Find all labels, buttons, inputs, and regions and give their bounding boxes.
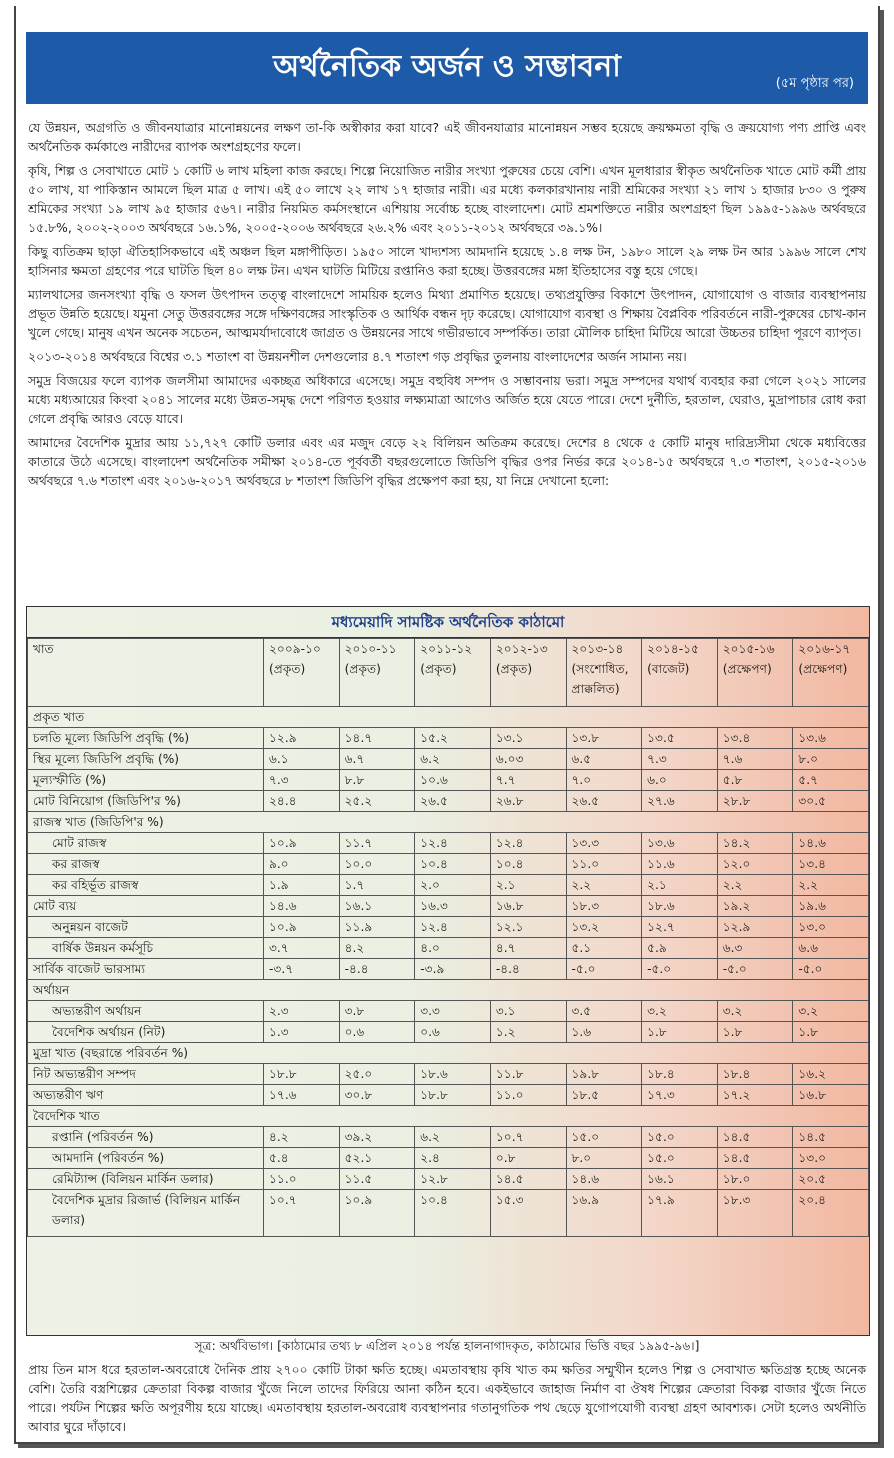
table-cell: ১৫.০	[642, 1127, 718, 1148]
row-label: রপ্তানি (পরিবর্তন %)	[28, 1127, 264, 1148]
table-cell: ১৩.৬	[642, 833, 718, 854]
table-cell: ৪.০	[415, 938, 491, 959]
table-cell: ২.০	[415, 875, 491, 896]
table-cell: ১৪.৫	[793, 1127, 869, 1148]
table-cell: -৪.৪	[339, 959, 415, 980]
table-cell: ১৪.৭	[339, 728, 415, 749]
table-cell: ৩.৩	[415, 1001, 491, 1022]
table-cell: ২.২	[717, 875, 793, 896]
table-cell: ২.২	[566, 875, 642, 896]
column-header-sector: খাত	[28, 639, 264, 707]
table-cell: ১৩.৪	[793, 854, 869, 875]
column-header-year: ২০১২-১৩ (প্রকৃত)	[490, 639, 566, 707]
table-row	[28, 854, 869, 875]
table-row	[28, 728, 869, 749]
row-label: আমদানি (পরিবর্তন %)	[28, 1148, 264, 1169]
table-cell: ১.৮	[717, 1022, 793, 1043]
table-section-row	[28, 980, 869, 1001]
paragraph: কিছু ব্যতিক্রম ছাড়া ঐতিহাসিকভাবে এই অঞ্চল ছিল মঙ্গাপীড়িত। ১৯৫০ সালে খাদ্যশস্য আমদানি হয়েছে ১.৪ লক্ষ টন, ১৯৮০ সালে ২৯ লক্ষ টন আর ১৯৯৬ সালে শেখ হাসিনার ক্ষমতা গ্রহণের পরে ঘাটতি ছিল ৪০ লক্ষ টন। এখন ঘাটতি মিটিয়ে রপ্তানিও করা হচ্ছে। উত্তরবঙ্গের মঙ্গা ইতিহাসের বস্তু হয়ে গেছে।	[28, 244, 866, 278]
table-cell: ২.১	[642, 875, 718, 896]
table-cell: ৭.৬	[717, 749, 793, 770]
table-cell: ৫.৭	[793, 770, 869, 791]
table-row	[28, 959, 869, 980]
table-cell: ১৭.৩	[642, 1085, 718, 1106]
article-body	[28, 118, 866, 495]
table-cell: ৬.০	[642, 770, 718, 791]
table-cell: ২.৪	[415, 1148, 491, 1169]
table-cell: ১৪.২	[717, 833, 793, 854]
table-section-row	[28, 707, 869, 728]
table-cell: ১১.৮	[490, 1064, 566, 1085]
closing-section	[28, 1360, 866, 1441]
table-section-row	[28, 1106, 869, 1127]
table-cell: ১১.০	[566, 854, 642, 875]
table-cell: ২.২	[793, 875, 869, 896]
table-cell: ১৪.৫	[717, 1148, 793, 1169]
table-row	[28, 896, 869, 917]
table-cell: ১৪.৬	[566, 1169, 642, 1190]
table-cell: ১৬.৮	[793, 1085, 869, 1106]
row-label: অভ্যন্তরীণ ঋণ	[28, 1085, 264, 1106]
table-cell: ৯.০	[264, 854, 340, 875]
table-cell: ১৭.৯	[642, 1190, 718, 1237]
table-cell: ১২.৯	[717, 917, 793, 938]
table-cell: ১৩.১	[490, 728, 566, 749]
row-label: মোট ব্যয়	[28, 896, 264, 917]
table-row	[28, 1190, 869, 1237]
table-row	[28, 1001, 869, 1022]
table-cell: ১৩.৩	[566, 833, 642, 854]
table-cell: ১১.০	[264, 1169, 340, 1190]
table-cell: ১.৮	[793, 1022, 869, 1043]
row-label: স্থির মূল্যে জিডিপি প্রবৃদ্ধি (%)	[28, 749, 264, 770]
table-cell: ৮.৮	[339, 770, 415, 791]
table-cell: ১৬.৩	[415, 896, 491, 917]
table-cell: ৭.৩	[642, 749, 718, 770]
table-cell: ১.৯	[264, 875, 340, 896]
table-cell: ১৪.৫	[490, 1169, 566, 1190]
table-cell: ৬.১	[264, 749, 340, 770]
row-label: বৈদেশিক খাত	[28, 1106, 869, 1127]
row-label: অনুন্নয়ন বাজেট	[28, 917, 264, 938]
table-cell: ১৪.৬	[793, 833, 869, 854]
table-row	[28, 749, 869, 770]
table-cell: ৮.০	[793, 749, 869, 770]
table-cell: ৫.৪	[264, 1148, 340, 1169]
table-cell: ১২.৪	[490, 833, 566, 854]
table-cell: ৫২.১	[339, 1148, 415, 1169]
paragraph: যে উন্নয়ন, অগ্রগতি ও জীবনযাত্রার মানোন্নয়নের লক্ষণ তা-কি অস্বীকার করা যাবে? এই জীবনযাত্রার মানোন্নয়ন সম্ভব হয়েছে ক্রয়ক্ষমতা বৃদ্ধি ও ক্রয়যোগ্য পণ্য প্রাপ্তি এবং অর্থনৈতিক কর্মকাণ্ডে নারীদের ব্যাপক অংশগ্রহণের ফলে।	[28, 120, 866, 154]
table-cell: ১৩.৪	[717, 728, 793, 749]
row-label: মোট বিনিয়োগ (জিডিপি'র %)	[28, 791, 264, 812]
table-cell: ১.৬	[566, 1022, 642, 1043]
table-cell: ১১.৯	[339, 917, 415, 938]
table-cell: -৩.৭	[264, 959, 340, 980]
table-cell: ১৮.৩	[717, 1190, 793, 1237]
table-cell: ১৮.৩	[566, 896, 642, 917]
table-row	[28, 1169, 869, 1190]
table-cell: ১৫.৩	[490, 1190, 566, 1237]
table-row	[28, 917, 869, 938]
row-label: চলতি মূল্যে জিডিপি প্রবৃদ্ধি (%)	[28, 728, 264, 749]
table-cell: ৬.৩	[717, 938, 793, 959]
table-row	[28, 1022, 869, 1043]
row-label: রেমিট্যান্স (বিলিয়ন মার্কিন ডলার)	[28, 1169, 264, 1190]
table-cell: ১৮.৪	[642, 1064, 718, 1085]
column-header-year: ২০১৩-১৪ (সংশোধিত, প্রাক্কলিত)	[566, 639, 642, 707]
table-header-row	[28, 639, 869, 707]
table-cell: -৫.০	[717, 959, 793, 980]
table-cell: ৫.৯	[642, 938, 718, 959]
table-cell: ৩৯.২	[339, 1127, 415, 1148]
table-cell: ১৩.৫	[642, 728, 718, 749]
table-cell: ৬.০৩	[490, 749, 566, 770]
table-row	[28, 833, 869, 854]
table-cell: -৩.৯	[415, 959, 491, 980]
column-header-year: ২০১০-১১ (প্রকৃত)	[339, 639, 415, 707]
paragraph: আমাদের বৈদেশিক মুদ্রার আয় ১১,৭২৭ কোটি ডলার এবং এর মজুদ বেড়ে ২২ বিলিয়ন অতিক্রম করেছে। দেশের ৪ থেকে ৫ কোটি মানুষ দারিদ্র্যসীমা থেকে মধ্যবিত্তের কাতারে উঠে এসেছে। বাংলাদেশ অর্থনৈতিক সমীক্ষা ২০১৪-তে পূর্ববর্তী বছরগুলোতে জিডিপি বৃদ্ধির ওপর নির্ভর করে ২০১৪-১৫ অর্থবছরে ৭.৩ শতাংশ, ২০১৫-২০১৬ অর্থবছরে ৭.৬ শতাংশ এবং ২০১৬-২০১৭ অর্থবছরে ৮ শতাংশ জিডিপি বৃদ্ধির প্রক্ষেপণ করা হয়, যা নিম্নে দেখানো হলো:	[28, 435, 866, 488]
table-cell: ১২.৪	[415, 917, 491, 938]
table-row	[28, 791, 869, 812]
table-section-row	[28, 1043, 869, 1064]
table-cell: ১৫.২	[415, 728, 491, 749]
column-header-year: ২০১৫-১৬ (প্রক্ষেপণ)	[717, 639, 793, 707]
column-header-year: ২০০৯-১০ (প্রকৃত)	[264, 639, 340, 707]
table-cell: ৪.২	[339, 938, 415, 959]
table-cell: ১০.৯	[264, 917, 340, 938]
table-row	[28, 1085, 869, 1106]
table-row	[28, 875, 869, 896]
row-label: বৈদেশিক মুদ্রার রিজার্ভ (বিলিয়ন মার্কিন ডলার)	[28, 1190, 264, 1237]
closing-paragraph: প্রায় তিন মাস ধরে হরতাল-অবরোধে দৈনিক প্রায় ২৭০০ কোটি টাকা ক্ষতি হচ্ছে। এমতাবস্থায় কৃষি খাত কম ক্ষতির সম্মুখীন হলেও শিল্প ও সেবাখাত ক্ষতিগ্রস্ত হচ্ছে অনেক বেশি। তৈরি বস্ত্রশিল্পের ক্রেতারা বিকল্প বাজার খুঁজে নিলে তাদের ফিরিয়ে আনা কঠিন হবে। একইভাবে জাহাজ নির্মাণ বা ঔষধ শিল্পের ক্রেতারা বিকল্প বাজার খুঁজে নিতে পারে। পর্যটন শিল্পের ক্ষতি অপূরণীয় হয়ে যাচ্ছে। এমতাবস্থায় হরতাল-অবরোধ ব্যবস্থাপনার গতানুগতিক পথ ছেড়ে যুগোপযোগী ব্যবস্থা গ্রহণ আবশ্যক। সেটা হলেও অর্থনীতি আবার ঘুরে দাঁড়াবে।	[28, 1362, 866, 1434]
paragraph: ২০১৩-২০১৪ অর্থবছরে বিশ্বের ৩.১ শতাংশ বা উন্নয়নশীল দেশগুলোর ৪.৭ শতাংশ গড় প্রবৃদ্ধির তুলনায় বাংলাদেশের অর্জন সামান্য নয়।	[28, 349, 687, 364]
table-cell: ৭.৭	[490, 770, 566, 791]
table-cell: ৫.৮	[717, 770, 793, 791]
row-label: রাজস্ব খাত (জিডিপি'র %)	[28, 812, 869, 833]
table-cell: ২০.৫	[793, 1169, 869, 1190]
macro-framework-table-box	[26, 606, 870, 1336]
column-header-year: ২০১১-১২ (প্রকৃত)	[415, 639, 491, 707]
table-cell: ৬.৬	[793, 938, 869, 959]
table-cell: ২৬.৮	[490, 791, 566, 812]
table-cell: ১০.৭	[264, 1190, 340, 1237]
article-title: অর্থনৈতিক অর্জন ও সম্ভাবনা	[273, 49, 621, 84]
table-cell: ১১.০	[490, 1085, 566, 1106]
table-cell: ২০.৪	[793, 1190, 869, 1237]
table-row	[28, 1148, 869, 1169]
paragraph: সমুদ্র বিজয়ের ফলে ব্যাপক জলসীমা আমাদের একচ্ছত্র অধিকারে এসেছে। সমুদ্র বহুবিধ সম্পদ ও সম্ভাবনায় ভরা। সমুদ্র সম্পদের যথার্থ ব্যবহার করা গেলে ২০২১ সালের মধ্যে মধ্যআয়ের কিংবা ২০৪১ সালের মধ্যে উন্নত-সমৃদ্ধ দেশে পরিণত হওয়ার লক্ষ্যমাত্রা আগেও অর্জিত হয়ে যেতে পারে। দেশে দুর্নীতি, হরতাল, ঘেরাও, মুদ্রাপাচার রোধ করা গেলে প্রবৃদ্ধি আরও বেড়ে যাবে।	[28, 373, 866, 426]
table-cell: ৬.২	[415, 1127, 491, 1148]
column-header-year: ২০১৬-১৭ (প্রক্ষেপণ)	[793, 639, 869, 707]
table-row	[28, 770, 869, 791]
table-cell: ৮.০	[566, 1148, 642, 1169]
table-cell: ৩.২	[642, 1001, 718, 1022]
table-cell: ১০.৬	[415, 770, 491, 791]
table-cell: ২.১	[490, 875, 566, 896]
table-cell: ১০.৯	[339, 1190, 415, 1237]
table-cell: ২৪.৪	[264, 791, 340, 812]
table-cell: ১৩.৬	[793, 728, 869, 749]
row-label: নিট অভ্যন্তরীণ সম্পদ	[28, 1064, 264, 1085]
paragraph: ম্যালথাসের জনসংখ্যা বৃদ্ধি ও ফসল উৎপাদন তত্ত্ব বাংলাদেশে সাময়িক হলেও মিথ্যা প্রমাণিত হয়েছে। তথ্যপ্রযুক্তির বিকাশে উৎপাদন, যোগাযোগ ও বাজার ব্যবস্থাপনায় প্রভূত উন্নতি হয়েছে। যমুনা সেতু উত্তরবঙ্গের সঙ্গে দক্ষিণবঙ্গের সাংস্কৃতিক ও আর্থিক বন্ধন দৃঢ় করেছে। যোগাযোগ ব্যবস্থা ও শিক্ষায় বৈপ্লবিক পরিবর্তনে নারী-পুরুষের চোখ-কান খুলে গেছে। মানুষ এখন অনেক সচেতন, আত্মমর্যাদাবোধে জাগ্রত ও উন্নয়নের সাথে গভীরভাবে সম্পর্কিত। তারা মৌলিক চাহিদা মিটিয়ে আরো উচ্চতর চাহিদা পূরণে ব্যাপৃত।	[28, 287, 866, 340]
table-cell: ৩০.৮	[339, 1085, 415, 1106]
paragraph: কৃষি, শিল্প ও সেবাখাতে মোট ১ কোটি ৬ লাখ মহিলা কাজ করছে। শিল্পে নিয়োজিত নারীর সংখ্যা পুরুষের চেয়ে বেশি। এখন মূলধারার স্বীকৃত অর্থনৈতিক খাতে মোট কর্মী প্রায় ৫০ লাখ, যা পাকিস্তান আমলে ছিল মাত্র ৫ লাখ। এই ৫০ লাখে ২২ লাখ ১৭ হাজার নারী। এর মধ্যে কলকারখানায় নারী শ্রমিকের সংখ্যা ২১ লাখ ১ হাজার ৮৩০ ও পুরুষ শ্রমিকের সংখ্যা ১৯ লাখ ৯৫ হাজার ৫৬৭। নারীর নিয়মিত কর্মসংস্থানে এশিয়ায় সর্বোচ্চ হচ্ছে বাংলাদেশ। মোট শ্রমশক্তিতে নারীর অংশগ্রহণ ছিল ১৯৯৫-১৯৯৬ অর্থবছরে ১৫.৮%, ২০০২-২০০৩ অর্থবছরে ১৬.১%, ২০০৫-২০০৬ অর্থবছরে ২৬.২% এবং ২০১১-২০১২ অর্থবছরে ৩৯.১%।	[28, 163, 866, 235]
table-cell: ০.৮	[490, 1148, 566, 1169]
table-cell: ১৬.৮	[490, 896, 566, 917]
table-cell: ০.৬	[415, 1022, 491, 1043]
table-cell: ১৫.০	[642, 1148, 718, 1169]
row-label: মোট রাজস্ব	[28, 833, 264, 854]
table-cell: ২৬.৫	[566, 791, 642, 812]
table-cell: ১৮.৪	[717, 1064, 793, 1085]
table-title: মধ্যমেয়াদি সামষ্টিক অর্থনৈতিক কাঠামো	[27, 607, 869, 638]
table-cell: ৩.১	[490, 1001, 566, 1022]
table-cell: -৫.০	[642, 959, 718, 980]
row-label: বৈদেশিক অর্থায়ন (নিট)	[28, 1022, 264, 1043]
row-label: সার্বিক বাজেট ভারসাম্য	[28, 959, 264, 980]
table-cell: ১.২	[490, 1022, 566, 1043]
table-cell: ১১.৫	[339, 1169, 415, 1190]
table-cell: ৭.০	[566, 770, 642, 791]
table-cell: ১৬.১	[339, 896, 415, 917]
table-cell: ৪.৭	[490, 938, 566, 959]
table-cell: ১৫.০	[566, 1127, 642, 1148]
table-cell: ১৯.২	[717, 896, 793, 917]
table-cell: ১০.৪	[415, 1190, 491, 1237]
row-label: অভ্যন্তরীণ অর্থায়ন	[28, 1001, 264, 1022]
table-cell: -৪.৪	[490, 959, 566, 980]
table-cell: ১৮.৫	[566, 1085, 642, 1106]
table-cell: ৪.২	[264, 1127, 340, 1148]
table-source: সূত্র: অর্থবিভাগ। [কাঠামোর তথ্য ৮ এপ্রিল ২০১৪ পর্যন্ত হালনাগাদকৃত, কাঠামোর ভিত্তি বছর ১৯৯৫-৯৬।]	[194, 1339, 700, 1353]
table-cell: ১৭.২	[717, 1085, 793, 1106]
table-cell: ৩.৭	[264, 938, 340, 959]
row-label: প্রকৃত খাত	[28, 707, 869, 728]
table-cell: ১৮.৬	[642, 896, 718, 917]
table-cell: ১৩.০	[793, 1148, 869, 1169]
table-cell: ১১.৭	[339, 833, 415, 854]
table-cell: ১২.৪	[415, 833, 491, 854]
table-cell: ২৮.৮	[717, 791, 793, 812]
table-cell: ৭.৩	[264, 770, 340, 791]
row-label: অর্থায়ন	[28, 980, 869, 1001]
table-cell: ১০.০	[339, 854, 415, 875]
table-cell: ২৫.০	[339, 1064, 415, 1085]
table-cell: ১৩.৮	[566, 728, 642, 749]
table-cell: ১৮.৮	[264, 1064, 340, 1085]
table-cell: ১২.৮	[415, 1169, 491, 1190]
table-cell: ৩০.৫	[793, 791, 869, 812]
table-cell: ১২.৭	[642, 917, 718, 938]
row-label: মূল্যস্ফীতি (%)	[28, 770, 264, 791]
table-cell: ২৭.৬	[642, 791, 718, 812]
table-cell: ১৮.৮	[415, 1085, 491, 1106]
table-cell: ১৪.৫	[717, 1127, 793, 1148]
table-cell: ৫.১	[566, 938, 642, 959]
row-label: কর বহির্ভূত রাজস্ব	[28, 875, 264, 896]
table-cell: ১৭.৬	[264, 1085, 340, 1106]
table-cell: ১৩.০	[793, 917, 869, 938]
table-cell: ১০.৭	[490, 1127, 566, 1148]
table-cell: ১৬.২	[793, 1064, 869, 1085]
table-cell: ৩.৮	[339, 1001, 415, 1022]
table-cell: ১৮.০	[717, 1169, 793, 1190]
table-row	[28, 1064, 869, 1085]
table-cell: ৩.৫	[566, 1001, 642, 1022]
table-cell: ২৫.২	[339, 791, 415, 812]
table-row	[28, 938, 869, 959]
continued-note: (৫ম পৃষ্ঠার পর)	[775, 76, 854, 91]
table-cell: ১৯.৮	[566, 1064, 642, 1085]
row-label: কর রাজস্ব	[28, 854, 264, 875]
macro-framework-table	[27, 638, 869, 1237]
table-cell: ১৯.৬	[793, 896, 869, 917]
table-cell: ৩.২	[793, 1001, 869, 1022]
table-cell: ৬.২	[415, 749, 491, 770]
table-cell: ০.৬	[339, 1022, 415, 1043]
row-label: বার্ষিক উন্নয়ন কর্মসূচি	[28, 938, 264, 959]
table-cell: ২.৩	[264, 1001, 340, 1022]
row-label: মুদ্রা খাত (বছরান্তে পরিবর্তন %)	[28, 1043, 869, 1064]
table-cell: ৩.২	[717, 1001, 793, 1022]
table-cell: ১১.৬	[642, 854, 718, 875]
table-cell: ৬.৭	[339, 749, 415, 770]
table-cell: -৫.০	[566, 959, 642, 980]
table-section-row	[28, 812, 869, 833]
table-cell: -৫.০	[793, 959, 869, 980]
table-cell: ১৩.২	[566, 917, 642, 938]
table-cell: ১৬.১	[642, 1169, 718, 1190]
table-cell: ১২.০	[717, 854, 793, 875]
table-cell: ১.৭	[339, 875, 415, 896]
table-cell: ১.৩	[264, 1022, 340, 1043]
table-cell: ১২.১	[490, 917, 566, 938]
table-cell: ১৪.৬	[264, 896, 340, 917]
table-cell: ২৬.৫	[415, 791, 491, 812]
article-header	[26, 32, 868, 104]
table-cell: ১০.৯	[264, 833, 340, 854]
table-cell: ১০.৪	[415, 854, 491, 875]
table-cell: ১২.৯	[264, 728, 340, 749]
column-header-year: ২০১৪-১৫ (বাজেট)	[642, 639, 718, 707]
table-row	[28, 1127, 869, 1148]
table-cell: ৬.৫	[566, 749, 642, 770]
page-frame	[14, 6, 880, 1444]
table-cell: ১৮.৬	[415, 1064, 491, 1085]
table-cell: ১.৮	[642, 1022, 718, 1043]
table-cell: ১০.৪	[490, 854, 566, 875]
table-cell: ১৬.৯	[566, 1190, 642, 1237]
